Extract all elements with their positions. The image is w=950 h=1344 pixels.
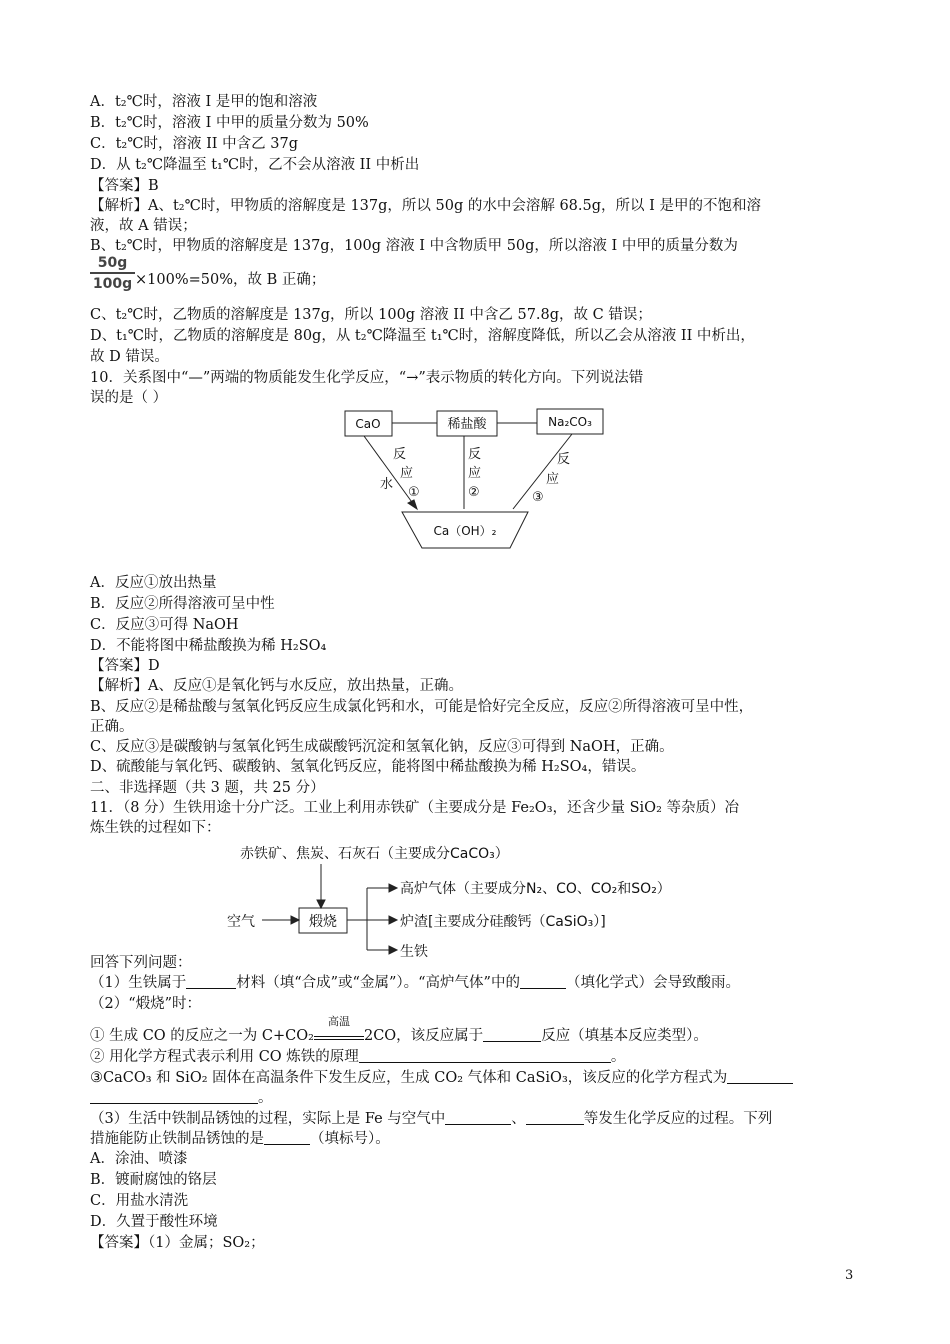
q11-ask: 回答下列问题： [90, 955, 192, 971]
q9-analysis-line: 液，故 A 错误； [90, 218, 197, 234]
q11-part1-text: （1）生铁属于 [90, 975, 187, 991]
q10-option-b: B．反应②所得溶液可呈中性 [90, 596, 275, 612]
q11-part1 [90, 973, 860, 993]
q11-part2-1 [90, 1015, 860, 1046]
r1-water-label: 水 [380, 477, 394, 492]
blank-field[interactable] [520, 974, 566, 989]
q10-answer: 【答案】D [90, 658, 160, 674]
blank-field[interactable] [90, 1089, 258, 1104]
q11-part3-cont [90, 1129, 860, 1149]
caoh2-label: Ca（OH）₂ [433, 524, 497, 538]
fraction-denominator: 100g [92, 276, 133, 292]
q11-part2-3-text: ③CaCO₃ 和 SiO₂ 固体在高温条件下发生反应，生成 CO₂ 气体和 CaSiO₃，该反应的化学方程式为 [90, 1070, 728, 1086]
q9-option-a: A．t₂℃时，溶液 I 是甲的饱和溶液 [90, 94, 318, 110]
q11-part2-3-cont [90, 1088, 860, 1108]
fraction-numerator: 50g [97, 255, 128, 271]
q11-part2-1-text: ① 生成 CO 的反应之一为 C+CO₂ [90, 1028, 314, 1044]
flow-out3-label: 生铁 [400, 944, 428, 960]
q11-part3-text: 等发生化学反应的过程。下列 [583, 1111, 773, 1127]
q10-analysis-line: 【解析】A、反应①是氧化钙与水反应，放出热量，正确。 [90, 678, 463, 694]
q11-part3-sep: 、 [511, 1111, 526, 1127]
q9-option-c: C．t₂℃时，溶液 II 中含乙 37g [90, 136, 298, 152]
q9-answer: 【答案】B [90, 178, 159, 194]
r1-circled-1: ① [408, 485, 420, 500]
q10-analysis-line: D、硫酸能与氧化钙、碳酸钠、氢氧化钙反应，能将图中稀盐酸换为稀 H₂SO₄，错误。 [90, 759, 646, 775]
q11-option-d: D．久置于酸性环境 [90, 1214, 218, 1230]
na2co3-label: Na₂CO₃ [548, 415, 592, 429]
r3-circled-3: ③ [532, 490, 544, 505]
blank-field[interactable] [483, 1027, 541, 1042]
air-arrowhead [291, 916, 299, 924]
blank-field[interactable] [359, 1048, 611, 1063]
flow-out2-label: 炉渣[主要成分硅酸钙（CaSiO₃）] [400, 914, 606, 930]
q11-flow-diagram [262, 864, 397, 954]
q11-part3-text: （填标号）。 [310, 1131, 390, 1147]
q11-part2-2-end: 。 [610, 1049, 626, 1065]
blank-field[interactable] [727, 1069, 793, 1084]
q11-part2-1-text: 2CO，该反应属于 [363, 1028, 484, 1044]
q9-option-d: D．从 t₂℃降温至 t₁℃时，乙不会从溶液 II 中析出 [90, 157, 420, 173]
q9-analysis-line: 【解析】A、t₂℃时，甲物质的溶解度是 137g，所以 50g 的水中会溶解 68.5g，所以 I 是甲的不饱和溶 [90, 198, 761, 214]
q11-option-c: C．用盐水清洗 [90, 1193, 189, 1209]
q11-answer: 【答案】（1）金属；SO₂； [90, 1235, 265, 1251]
blank-field[interactable] [445, 1110, 511, 1125]
q10-stem: 10．关系图中“—”两端的物质能发生化学反应，“→”表示物质的转化方向。下列说法错 [90, 370, 644, 386]
q9-analysis-line: C、t₂℃时，乙物质的溶解度是 137g，所以 100g 溶液 II 中含乙 57.8g，故 C 错误； [90, 307, 652, 323]
q10-option-d: D．不能将图中稀盐酸换为稀 H₂SO₄ [90, 638, 327, 654]
section-heading: 二、非选择题（共 3 题，共 25 分） [90, 780, 325, 796]
r2-circled-2: ② [468, 485, 480, 500]
reaction1-arrowhead [408, 500, 417, 509]
q9-analysis-line: D、t₁℃时，乙物质的溶解度是 80g，从 t₂℃降温至 t₁℃时，溶解度降低，所以乙会从溶液 II 中析出， [90, 328, 755, 344]
q9-analysis-line: 故 D 错误。 [90, 349, 169, 365]
q10-analysis-line: B、反应②是稀盐酸与氢氧化钙反应生成氯化钙和水，可能是恰好完全反应，反应②所得溶液可呈中性， [90, 699, 754, 715]
r3-char: 反 [557, 452, 571, 467]
cao-label: CaO [355, 417, 381, 431]
q11-part3-text: （3）生活中铁制品锈蚀的过程，实际上是 Fe 与空气中 [90, 1111, 446, 1127]
q9-option-b: B．t₂℃时，溶液 I 中甲的质量分数为 50% [90, 115, 369, 131]
flow-out1-label: 高炉气体（主要成分N₂、CO、CO₂和SO₂） [400, 881, 671, 897]
q11-part3-text: 措施能防止铁制品锈蚀的是 [90, 1131, 264, 1147]
q11-stem: 炼生铁的过程如下： [90, 820, 221, 836]
q9-analysis-line: B、t₂℃时，甲物质的溶解度是 137g，100g 溶液 I 中含物质甲 50g，所以溶液 I 中甲的质量分数为 [90, 238, 738, 254]
high-temp-equals-sign [314, 1015, 364, 1040]
q11-part2-2 [90, 1047, 860, 1067]
out1-arrowhead [389, 884, 397, 892]
r2-char: 反 [468, 447, 482, 462]
q11-part1-text: （填化学式）会导致酸雨。 [565, 975, 740, 991]
r1-char: 应 [400, 466, 414, 481]
flow-top-label: 赤铁矿、焦炭、石灰石（主要成分CaCO₃） [240, 846, 509, 862]
q11-option-b: B．镀耐腐蚀的铬层 [90, 1172, 217, 1188]
q11-part2-2-text: ② 用化学方程式表示利用 CO 炼铁的原理 [90, 1049, 359, 1065]
q11-part2-1-text: 反应（填基本反应类型）。 [541, 1028, 708, 1044]
r3-char: 应 [546, 472, 560, 487]
q11-part2-heading: （2）“煅烧”时： [90, 996, 202, 1012]
flow-calcine-label: 煅烧 [309, 914, 337, 930]
r1-char: 反 [393, 447, 407, 462]
q11-part2-3-end: 。 [258, 1090, 273, 1106]
q10-option-c: C．反应③可得 NaOH [90, 617, 239, 633]
out2-arrowhead [389, 916, 397, 924]
q11-part1-text: 材料（填“合成”或“金属”）。“高炉气体”中的 [236, 975, 520, 991]
q10-analysis-line: 正确。 [90, 719, 134, 735]
blank-field[interactable] [186, 974, 236, 989]
q11-option-a: A．涂油、喷漆 [90, 1151, 188, 1167]
high-temp-condition: 高温 [327, 1015, 350, 1028]
page-number: 3 [845, 1268, 854, 1283]
q9-fraction-rest: ×100%=50%，故 B 正确； [135, 272, 326, 288]
top-arrowhead [317, 900, 325, 908]
q10-analysis-line: C、反应③是碳酸钠与氢氧化钙生成碳酸钙沉淀和氢氧化钠，反应③可得到 NaOH，正确。 [90, 739, 674, 755]
q10-stem: 误的是（ ） [90, 390, 168, 406]
q11-part2-3 [90, 1068, 860, 1088]
r2-char: 应 [468, 466, 482, 481]
double-line [314, 1036, 364, 1040]
blank-field[interactable] [264, 1130, 310, 1145]
q11-stem: 11．（8 分）生铁用途十分广泛。工业上利用赤铁矿（主要成分是 Fe₂O₃，还含少量 SiO₂ 等杂质）冶 [90, 800, 739, 816]
q10-option-a: A．反应①放出热量 [90, 575, 217, 591]
blank-field[interactable] [526, 1110, 584, 1125]
hcl-label: 稀盐酸 [447, 417, 487, 432]
flow-air-label: 空气 [227, 914, 255, 930]
q11-part3 [90, 1109, 860, 1129]
